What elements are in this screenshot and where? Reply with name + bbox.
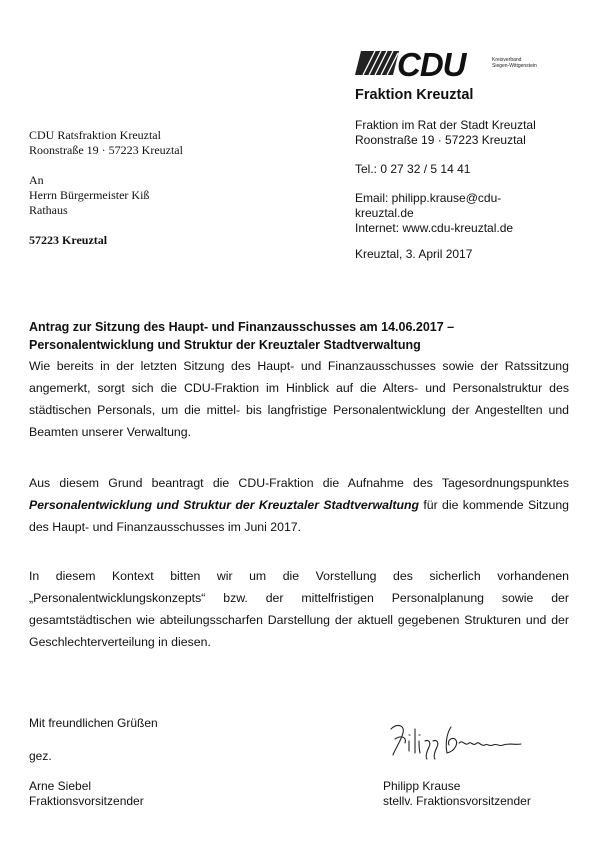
recipient-line: Rathaus (29, 203, 68, 217)
handwritten-signature (385, 719, 530, 761)
closing-greeting: Mit freundlichen Grüßen (29, 716, 158, 730)
body-paragraph-1: Wie bereits in der letzten Sitzung des Haupt- und Finanzausschusses sowie der Ratssitzung angemerkt, sorgt sich die CDU-Fraktion im Hinblick auf die Alters- und Personalstruktur des städtischen Personals, um die mittel- bis langfristige Personalentwicklung der Angestellten und Beamten unserer Verwaltung. (29, 359, 569, 439)
info-email-cont: kreuztal.de (355, 206, 414, 220)
sender-line: CDU Ratsfraktion Kreuztal (29, 128, 161, 142)
signer-1-title: Fraktionsvorsitzender (29, 794, 144, 808)
cdu-logo-text: CDU (397, 46, 466, 83)
recipient-city: 57223 Kreuztal (29, 233, 108, 247)
cdu-logo-mark-icon (355, 51, 399, 75)
signer-2-name: Philipp Krause (383, 779, 461, 793)
cdu-logo (355, 46, 545, 83)
recipient-line: An (29, 173, 44, 187)
recipient-line: Herrn Bürgermeister Kiß (29, 188, 150, 202)
subject-line: Personalentwicklung und Struktur der Kreuztaler Stadtverwaltung (29, 338, 421, 352)
info-tel: Tel.: 0 27 32 / 5 14 41 (355, 162, 471, 176)
info-internet: Internet: www.cdu-kreuztal.de (355, 221, 514, 235)
recipient-address (29, 173, 149, 218)
signer-1 (29, 779, 144, 809)
signer-2-title: stellv. Fraktionsvorsitzender (383, 794, 531, 808)
signer-2 (383, 779, 531, 809)
signer-1-name: Arne Siebel (29, 779, 92, 793)
info-contact (355, 191, 513, 236)
letter-date: Kreuztal, 3. April 2017 (355, 247, 473, 261)
fraktion-title: Fraktion Kreuztal (355, 87, 474, 103)
body-paragraph-2: Aus diesem Grund beantragt die CDU-Fraktion die Aufnahme des Tagesordnungspunktes Personalentwicklung und Struktur der Kreuztaler Stadtverwaltung für die kommende Sitzung des Haupt- und Finanzausschusses im Juni 2017. (29, 476, 569, 534)
body-paragraph-3: In diesem Kontext bitten wir um die Vorstellung des sicherlich vorhandenen „Personalentwicklungskonzepts“ bzw. der mittelfristigen Personalplanung sowie der gesamtstädtischen wie abteilungsscharfen Darstellung der aktuell gegebenen Strukturen und der Geschlechterverteilung in diesen. (29, 569, 569, 649)
cdu-logo-subtitle: Kreisverband Siegen-Wittgenstein (492, 57, 537, 69)
subject-line: Antrag zur Sitzung des Haupt- und Finanzausschusses am 14.06.2017 – (29, 320, 455, 334)
subject (29, 318, 569, 354)
sender-line: Roonstraße 19 · 57223 Kreuztal (29, 143, 183, 157)
agenda-item-emphasis: Personalentwicklung und Struktur der Kreuztaler Stadtverwaltung (29, 498, 420, 512)
info-org: Fraktion im Rat der Stadt Kreuztal Roonstraße 19 · 57223 Kreuztal (355, 118, 536, 147)
sender-address (29, 128, 183, 158)
closing-gez: gez. (29, 749, 52, 763)
info-email: Email: philipp.krause@cdu- (355, 191, 502, 205)
